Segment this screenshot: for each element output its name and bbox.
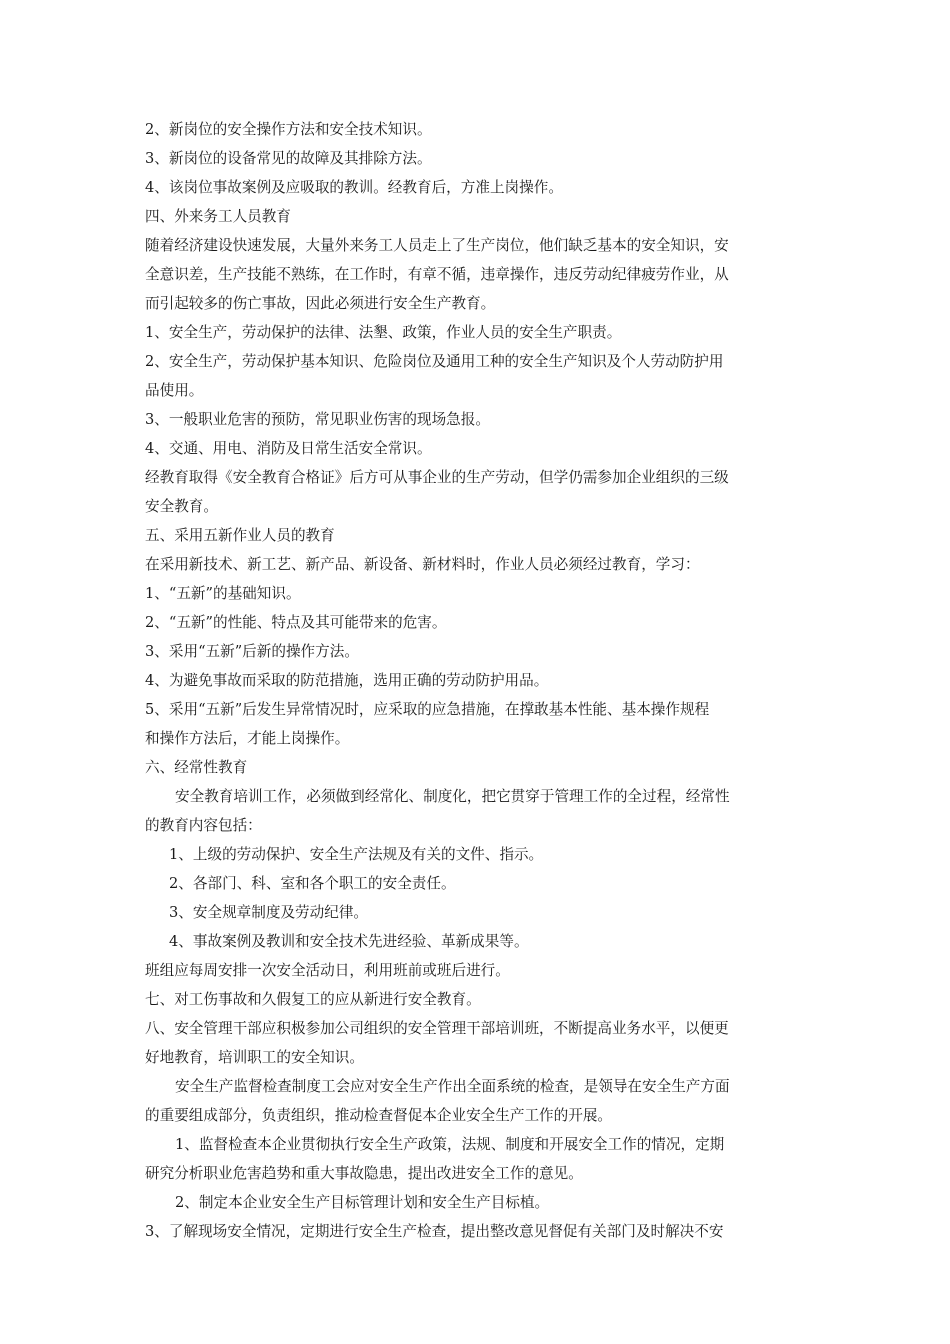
section-heading: 七、对工伤事故和久假复工的应从新进行安全教育。 [145,991,481,1008]
text-line: 2、“五新”的性能、特点及其可能带来的危害。 [145,614,447,631]
text-line: 3、一般职业危害的预防，常见职业伤害的现场急报。 [145,411,490,428]
text-line: 1、监督检查本企业贯彻执行安全生产政策，法规、制度和开展安全工作的情况，定期 [175,1136,725,1153]
text-line: 的教育内容包括： [145,817,262,834]
section-heading: 六、经常性教育 [145,759,248,776]
text-line: 在采用新技术、新工艺、新产品、新设备、新材料时，作业人员必须经过教育，学习： [145,556,700,573]
text-line: 1、“五新”的基础知识。 [145,585,301,602]
text-line: 随着经济建设快速发展，大量外来务工人员走上了生产岗位，他们缺乏基本的安全知识，安 [145,237,729,254]
text-line: 安全教育。 [145,498,218,515]
text-line: 2、制定本企业安全生产目标管理计划和安全生产目标植。 [175,1194,550,1211]
text-line: 1、上级的劳动保护、安全生产法规及有关的文件、指示。 [169,846,544,863]
text-line: 1、安全生产，劳动保护的法律、法墾、政策，作业人员的安全生产职责。 [145,324,622,341]
text-line: 2、安全生产，劳动保护基本知识、危险岗位及通用工种的安全生产知识及个人劳动防护用 [145,353,724,370]
text-line: 4、该岗位事故案例及应吸取的教训。经教育后，方准上岗操作。 [145,179,563,196]
text-line: 班组应每周安排一次安全活动日，利用班前或班后进行。 [145,962,510,979]
text-line: 4、事故案例及教训和安全技术先进经验、革新成果等。 [169,933,529,950]
text-line: 而引起较多的伤亡事故，因此必须进行安全生产教育。 [145,295,496,312]
text-line: 2、新岗位的安全操作方法和安全技术知识。 [145,121,432,138]
document-page [145,115,810,1246]
text-line: 和操作方法后，才能上岗操作。 [145,730,350,747]
text-line: 2、各部门、科、室和各个职工的安全责任。 [169,875,456,892]
text-line: 3、安全规章制度及劳动纪律。 [169,904,369,921]
text-line: 全意识差，生产技能不熟练，在工作时，有章不循，违章操作，违反劳动纪律疲劳作业，从 [145,266,729,283]
text-line: 好地教育，培训职工的安全知识。 [145,1049,364,1066]
section-heading: 五、采用五新作业人员的教育 [145,527,335,544]
section-heading: 八、安全管理干部应积极参加公司组织的安全管理干部培训班，不断提高业务水平，以便更 [145,1020,729,1037]
text-line: 3、了解现场安全情况，定期进行安全生产检查，提出整改意见督促有关部门及时解决不安 [145,1223,724,1240]
text-line: 研究分析职业危害趋势和重大事故隐患，提出改进安全工作的意见。 [145,1165,583,1182]
text-line: 3、新岗位的设备常见的故障及其排除方法。 [145,150,432,167]
text-line: 安全教育培训工作，必须做到经常化、制度化，把它贯穿于管理工作的全过程，经常性 [175,788,730,805]
text-line: 3、采用“五新”后新的操作方法。 [145,643,359,660]
text-line: 4、交通、用电、消防及日常生活安全常识。 [145,440,432,457]
text-line: 5、采用“五新”后发生异常情况时，应采取的应急措施，在撑敢基本性能、基本操作规程 [145,701,710,718]
text-line: 4、为避免事故而采取的防范措施，选用正确的劳动防护用品。 [145,672,549,689]
section-heading: 四、外来务工人员教育 [145,208,291,225]
text-line: 品使用。 [145,382,204,399]
text-line: 经教育取得《安全教育合格证》后方可从事企业的生产劳动，但学仍需参加企业组织的三级 [145,469,729,486]
text-line: 安全生产监督检查制度工会应对安全生产作出全面系统的检查，是领导在安全生产方面 [175,1078,730,1095]
text-line: 的重要组成部分，负责组织，推动检查督促本企业安全生产工作的开展。 [145,1107,613,1124]
